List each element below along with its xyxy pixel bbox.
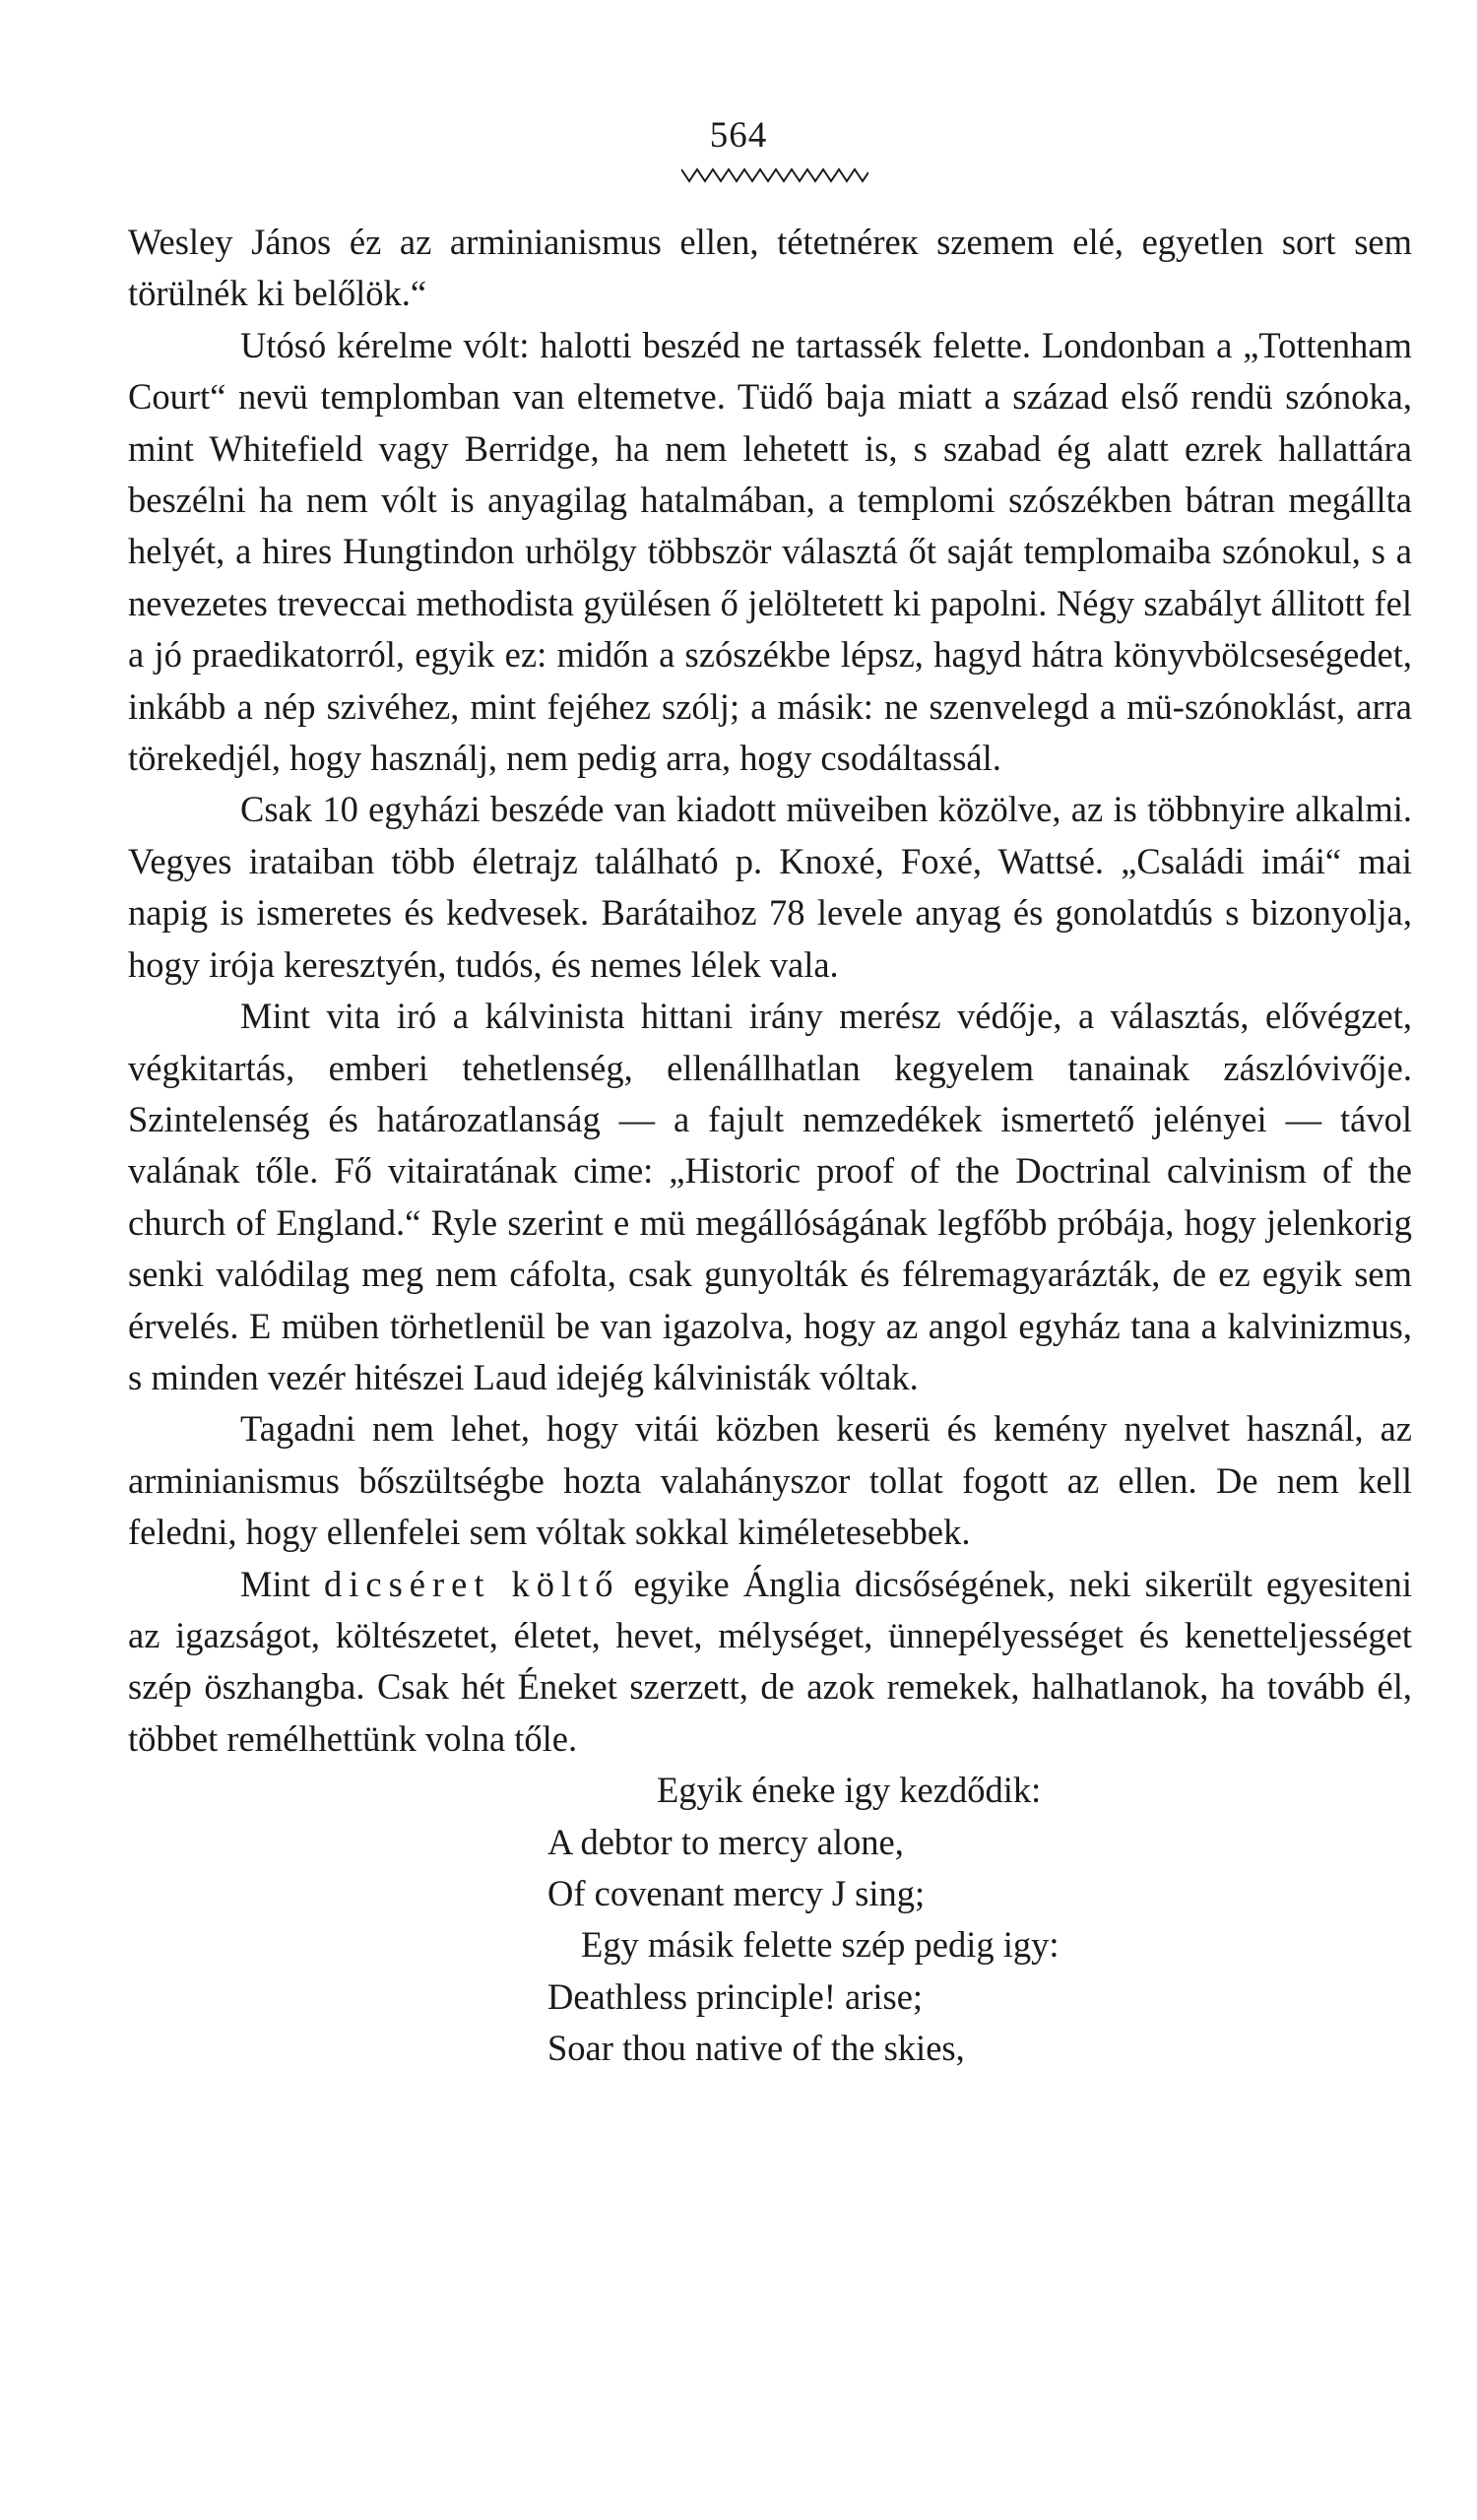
paragraph-polemicist: Mint vita iró a kálvinista hittani irány merész védője, a választás, elővégzet, végkitartás, emberi tehetlenség, ellenállhatlan kegyelem tanainak zászlóvivője. Szintelenség és határozatlanság — a fajult nemzedékek ismertető jelényei — távol valának tőle. Fő vitairatának cime: „Historic proof of the Doctrinal calvinism of the church of England.“ Ryle szerint e mü megállóságának legfőbb próbája, hogy jelenkorig senki valódilag meg nem cáfolta, csak gunyolták és félremagyarázták, de ez egyik sem érvelés. E müben törhetlenül be van igazolva, hogy az angol egyház tana a kalvinizmus, s minden vezér hitészei Laud idejég kálvinisták vóltak. (128, 996, 1412, 1397)
paragraph-last-request: Utósó kérelme vólt: halotti beszéd ne tartassék felette. Londonban a „Tottenham Court“ nevü templomban van eltemetve. Tüdő baja miatt a század első rendü szónoka, mint Whitefield vagy Berridge, ha nem lehetett is, s szabad ég alatt ezrek hallattára beszélni ha nem vólt is anyagilag hatalmában, a templomi szószékben bátran megállta helyét, a hires Hungtindon urhölgy többször választá őt saját templomaiba szónokul, s a nevezetes treveccai methodista gyülésen ő jelöltetett ki papolni. Négy szabályt állitott fel a jó praedikatorról, egyik ez: midőn a szószékbe lépsz, hagyd hátra könyvbölcseségedet, inkább a nép szivéhez, mint fejéhez szólj; a másik: ne szenvelegd a mü-szónoklást, arra törekedjél, hogy használj, nem pedig arra, hogy csodáltassál. (128, 324, 1412, 779)
paragraph-continued: Wesley János éz az arminianismus ellen, tétetnéreк szemem elé, egyetlen sort sem törülnék ki belőlök.“ (128, 222, 1412, 314)
poem-intro-second: Egy másik felette szép pedig igy: (581, 1924, 1060, 1966)
hymn-writer-lead: Mint (240, 1563, 310, 1604)
hymn-writer-rest: egyike Ánglia dicsőségének, neki sikerült egyesiteni az igazságot, költészetet, életet, hevet, mélységet, ünnepélyességet és kenetteljességet szép öszhangba. Csak hét Éneket szerzett, de azok remekek, halhatlanok, ha tovább él, többet remélhettünk volna tőle. (128, 1563, 1413, 1759)
verse-line: Deathless principle! arise; (547, 1975, 924, 2017)
poem-intro-first: Egyik éneke igy kezdődik: (657, 1770, 1042, 1811)
paragraph-hymn-writer (128, 1559, 1412, 1766)
wavy-rule-ornament (681, 163, 868, 187)
verse-line: A debtor to mercy alone, (547, 1821, 904, 1862)
verse-line: Soar thou native of the skies, (547, 2028, 965, 2069)
paragraph-sermons: Csak 10 egyházi beszéde van kiadott müveiben közölve, az is többnyire alkalmi. Vegyes irataiban több életrajz található p. Knoxé, Foxé, Wattsé. „Családi imái“ mai napig is ismeretes és kedvesek. Barátaihoz 78 levele anyag és gonolatdús s bizonyolja, hogy irója keresztyén, tudós, és nemes lélek vala. (128, 789, 1412, 985)
body-text (128, 217, 1412, 2075)
paragraph-polemic-tone: Tagadni nem lehet, hogy vitái közben keserü és kemény nyelvet használ, az arminianismus bőszültségbe hozta valahányszor tollat fogott az ellen. De nem kell feledni, hogy ellenfelei sem vóltak sokkal kiméletesebbek. (128, 1408, 1412, 1553)
hymn-writer-emphasis: dicséret költő (323, 1563, 620, 1604)
verse-line: Of covenant mercy J sing; (547, 1873, 926, 1913)
page-number: 564 (709, 115, 768, 156)
